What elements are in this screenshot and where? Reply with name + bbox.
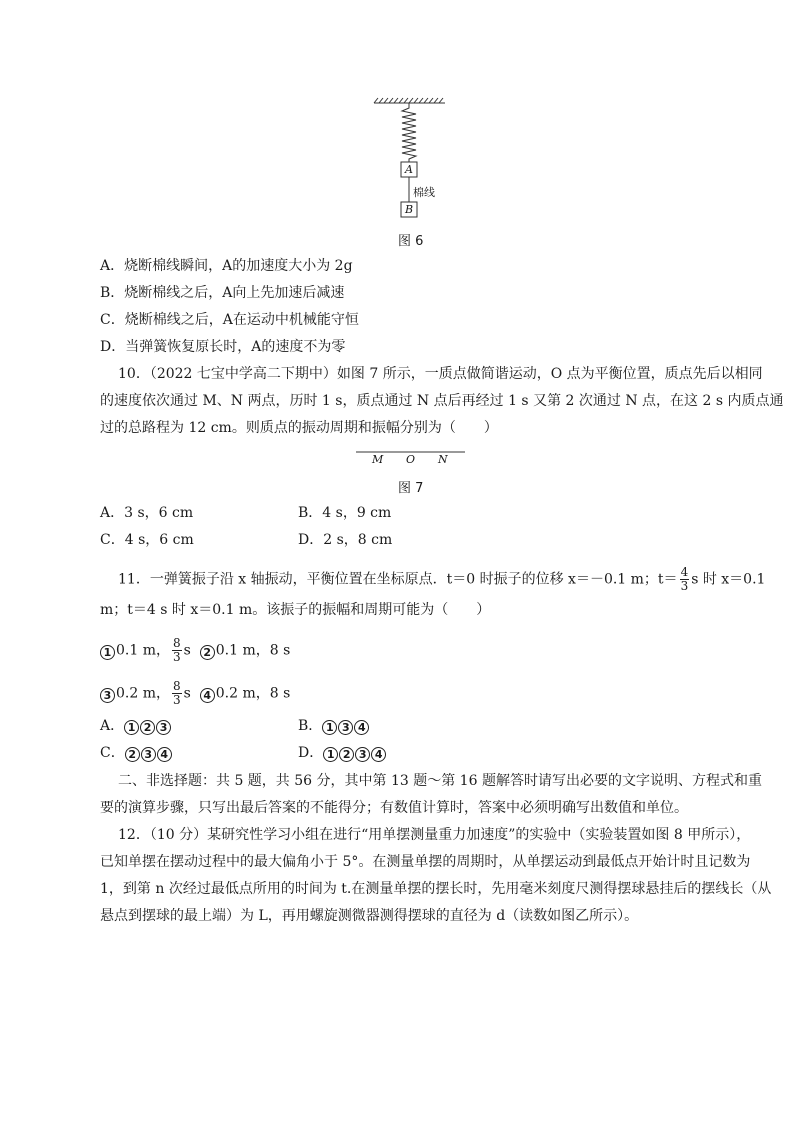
q11-items-row1 bbox=[100, 637, 290, 664]
q12-stem-line1: 12．（10 分）某研究性学习小组在进行“用单摆测量重力加速度”的实验中（实验装置如图 8 甲所示）， bbox=[118, 827, 751, 843]
fraction bbox=[680, 566, 690, 593]
circled-number: 3 bbox=[355, 747, 370, 762]
q10-stem-line3: 过的总路程为 12 cm。则质点的振动周期和振幅分别为（ ） bbox=[100, 420, 498, 436]
q11-option-c bbox=[100, 743, 173, 763]
q11-item2-text: 0.1 m，8 s bbox=[215, 642, 291, 659]
circled-number: 4 bbox=[157, 747, 172, 762]
option-letter: C． bbox=[100, 745, 125, 761]
point-n-label: N bbox=[438, 453, 448, 466]
q10-option-d: D．2 s，8 cm bbox=[298, 532, 393, 548]
q11-item3-unit: s bbox=[183, 685, 191, 702]
string-label: 棉线 bbox=[413, 186, 435, 199]
option-letter: A． bbox=[100, 718, 125, 734]
section2-line1: 二、非选择题：共 5 题，共 56 分，其中第 13 题～第 16 题解答时请写出必要的文字说明、方程式和重 bbox=[118, 773, 762, 789]
figure-7 bbox=[0, 0, 794, 470]
q11-stem-line1-end: s 时 x＝0.1 bbox=[691, 571, 766, 588]
circled-number: 2 bbox=[140, 720, 155, 735]
q11-item1-text: 0.1 m， bbox=[116, 642, 170, 659]
q11-item4-text: 0.2 m，8 s bbox=[215, 685, 291, 702]
q12-stem-line4: 悬点到摆球的最上端）为 L，再用螺旋测微器测得摆球的直径为 d（读数如图乙所示）。 bbox=[100, 908, 639, 924]
circled-number: 4 bbox=[354, 720, 369, 735]
circled-number: 4 bbox=[371, 747, 386, 762]
q10-option-a: A．3 s，6 cm bbox=[100, 505, 194, 521]
fraction-denominator: 3 bbox=[680, 579, 689, 593]
circled-number: 3 bbox=[100, 688, 115, 703]
circled-number: 2 bbox=[339, 747, 354, 762]
block-a-label: A bbox=[405, 163, 413, 176]
q9-option-a: A．烧断棉线瞬间，A的加速度大小为 2g bbox=[100, 258, 353, 274]
circled-number: 1 bbox=[100, 645, 115, 660]
circled-number: 3 bbox=[338, 720, 353, 735]
block-b-label: B bbox=[405, 203, 414, 216]
q9-option-b: B．烧断棉线之后，A向上先加速后减速 bbox=[100, 285, 345, 301]
q11-item1-unit: s bbox=[183, 642, 191, 659]
fraction bbox=[172, 637, 182, 664]
circled-number: 4 bbox=[200, 688, 215, 703]
q11-option-d bbox=[298, 743, 387, 763]
q11-option-a bbox=[100, 716, 172, 736]
fraction-denominator: 3 bbox=[173, 693, 181, 707]
q11-option-b bbox=[298, 716, 370, 736]
q10-option-b: B．4 s，9 cm bbox=[298, 505, 392, 521]
fraction-denominator: 3 bbox=[173, 650, 181, 664]
figure-7-caption: 图 7 bbox=[398, 481, 424, 496]
option-letter: D． bbox=[298, 745, 324, 761]
q9-option-c: C．烧断棉线之后，A在运动中机械能守恒 bbox=[100, 312, 359, 328]
circled-number: 1 bbox=[322, 720, 337, 735]
circled-number: 3 bbox=[156, 720, 171, 735]
fraction bbox=[172, 680, 182, 707]
q11-stem-line1 bbox=[118, 566, 765, 593]
fraction-numerator: 8 bbox=[173, 636, 181, 650]
fraction-numerator: 8 bbox=[173, 679, 181, 693]
q12-stem-line3: 1，到第 n 次经过最低点所用的时间为 t.在测量单摆的摆长时，先用毫米刻度尺测得摆球悬挂后的摆线长（从 bbox=[100, 881, 772, 897]
circled-number: 1 bbox=[323, 747, 338, 762]
circled-number: 2 bbox=[125, 747, 140, 762]
q9-option-d: D．当弹簧恢复原长时，A的速度不为零 bbox=[100, 339, 346, 355]
circled-number: 1 bbox=[124, 720, 139, 735]
circled-number: 2 bbox=[200, 645, 215, 660]
point-m-label: M bbox=[372, 453, 384, 466]
q11-item3-text: 0.2 m， bbox=[116, 685, 170, 702]
q10-option-c: C．4 s，6 cm bbox=[100, 532, 194, 548]
q10-stem-line2: 的速度依次通过 M、N 两点，历时 1 s，质点通过 N 点后再经过 1 s 又第 2 次通过 N 点，在这 2 s 内质点通 bbox=[100, 393, 784, 409]
circled-number: 3 bbox=[141, 747, 156, 762]
fraction-numerator: 4 bbox=[680, 565, 689, 579]
q11-stem-line2: m；t＝4 s 时 x＝0.1 m。该振子的振幅和周期可能为（ ） bbox=[100, 602, 491, 618]
point-o-label: O bbox=[406, 453, 416, 466]
q10-stem-line1: 10．（2022 七宝中学高二下期中）如图 7 所示，一质点做简谐运动，O 点为平衡位置，质点先后以相同 bbox=[118, 366, 763, 382]
figure-6-caption: 图 6 bbox=[398, 234, 424, 249]
q11-items-row2 bbox=[100, 680, 290, 707]
q12-stem-line2: 已知单摆在摆动过程中的最大偏角小于 5°。在测量单摆的周期时，从单摆运动到最低点开始计时且记数为 bbox=[100, 854, 751, 870]
section2-line2: 要的演算步骤，只写出最后答案的不能得分；有数值计算时，答案中必须明确写出数值和单位。 bbox=[100, 800, 688, 816]
q11-stem-line1-text: 11．一弹簧振子沿 x 轴振动，平衡位置在坐标原点．t＝0 时振子的位移 x＝－0.1 m；t＝ bbox=[118, 571, 678, 588]
option-letter: B． bbox=[298, 718, 323, 734]
